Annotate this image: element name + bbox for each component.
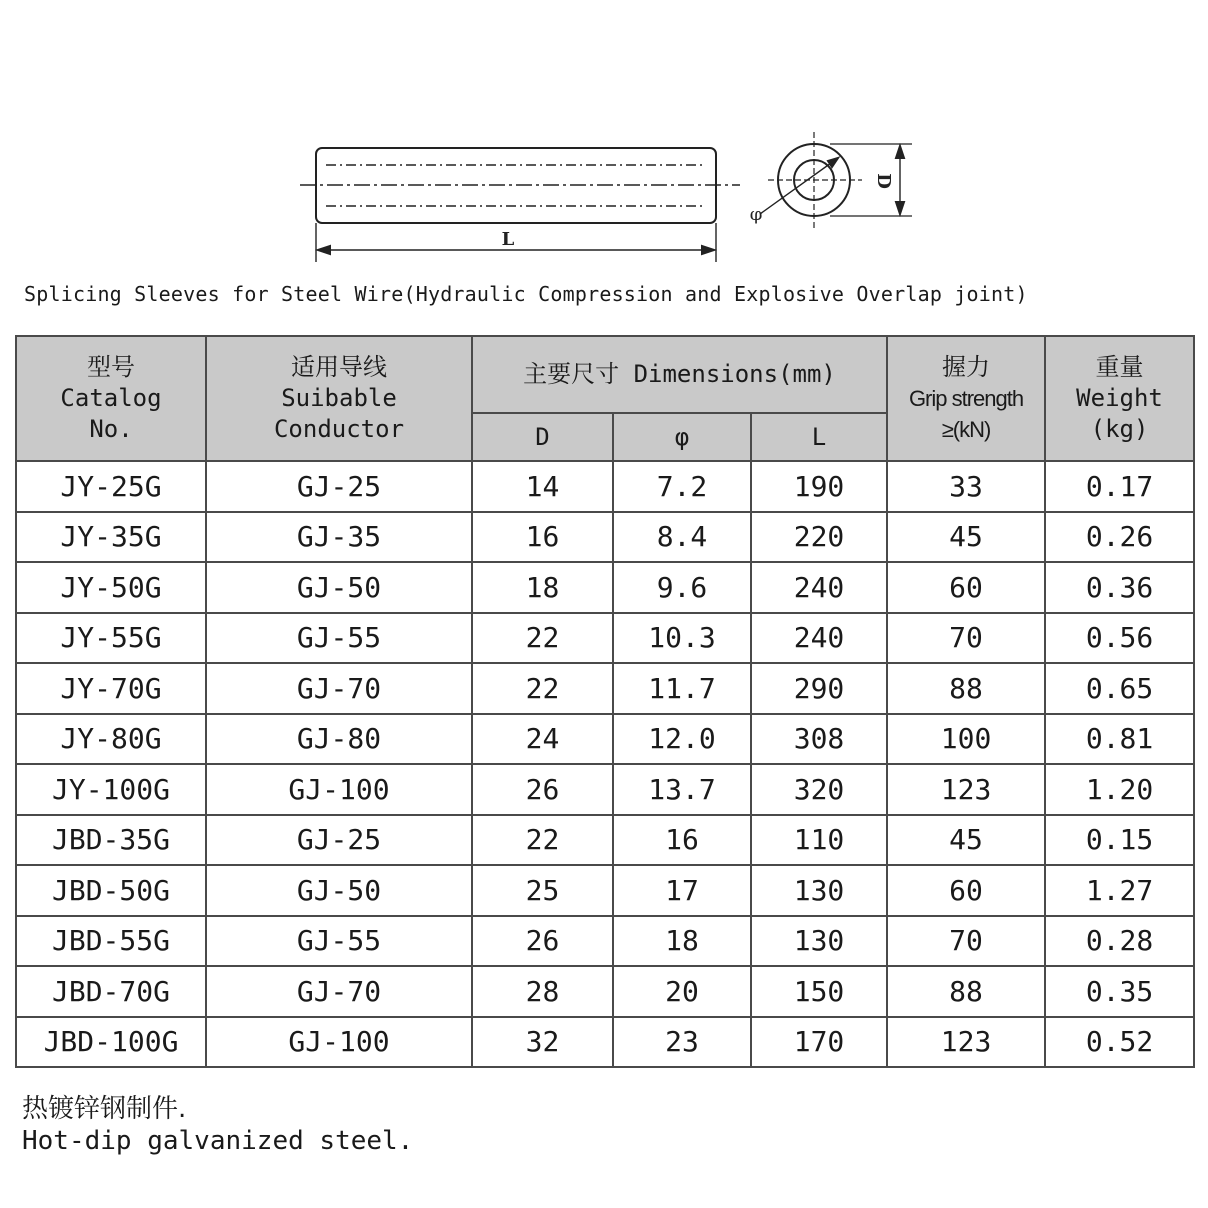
cell-weight: 0.15 [1045, 815, 1194, 866]
cell-d: 26 [472, 764, 613, 815]
cell-l: 320 [751, 764, 887, 815]
header-phi: φ [613, 413, 751, 461]
cell-phi: 9.6 [613, 562, 751, 613]
cell-weight: 0.26 [1045, 512, 1194, 563]
cell-l: 170 [751, 1017, 887, 1068]
note-cn: 热镀锌钢制件. [22, 1094, 187, 1124]
cell-grip: 45 [887, 512, 1045, 563]
cell-grip: 88 [887, 663, 1045, 714]
header-weight-cn: 重量 [1095, 353, 1144, 381]
cell-weight: 0.17 [1045, 461, 1194, 512]
cell-catalog: JBD-35G [16, 815, 206, 866]
cell-catalog: JY-80G [16, 714, 206, 765]
cell-d: 22 [472, 815, 613, 866]
table-row [16, 562, 1194, 613]
cell-d: 26 [472, 916, 613, 967]
cell-l: 110 [751, 815, 887, 866]
cell-grip: 70 [887, 916, 1045, 967]
cell-catalog: JY-25G [16, 461, 206, 512]
cell-grip: 70 [887, 613, 1045, 664]
table-row [16, 865, 1194, 916]
cell-catalog: JY-100G [16, 764, 206, 815]
cell-l: 240 [751, 613, 887, 664]
cell-catalog: JY-35G [16, 512, 206, 563]
header-catalog-en: Catalog [60, 384, 162, 412]
cell-phi: 12.0 [613, 714, 751, 765]
cell-phi: 11.7 [613, 663, 751, 714]
cell-phi: 20 [613, 966, 751, 1017]
table-row [16, 461, 1194, 512]
header-dimensions: 主要尺寸 Dimensions(mm) [472, 336, 887, 413]
inner-diameter-label: φ [749, 204, 763, 225]
cell-l: 308 [751, 714, 887, 765]
header-weight-unit: (kg) [1090, 415, 1149, 443]
table-row [16, 916, 1194, 967]
cell-l: 290 [751, 663, 887, 714]
cell-d: 24 [472, 714, 613, 765]
cell-d: 28 [472, 966, 613, 1017]
table-row [16, 1017, 1194, 1068]
header-grip-unit: ≥(kN) [941, 417, 991, 442]
table-row [16, 613, 1194, 664]
cell-catalog: JY-55G [16, 613, 206, 664]
cell-weight: 0.65 [1045, 663, 1194, 714]
cell-conductor: GJ-80 [206, 714, 472, 765]
cell-d: 22 [472, 663, 613, 714]
spec-table [15, 335, 1195, 1068]
cell-weight: 0.28 [1045, 916, 1194, 967]
diameter-label: D [873, 173, 894, 189]
cell-phi: 8.4 [613, 512, 751, 563]
cell-catalog: JBD-70G [16, 966, 206, 1017]
table-row [16, 512, 1194, 563]
cell-conductor: GJ-70 [206, 966, 472, 1017]
cell-phi: 13.7 [613, 764, 751, 815]
header-grip [887, 336, 1045, 461]
cell-l: 220 [751, 512, 887, 563]
header-conductor-en1: Suibable [281, 384, 397, 412]
cell-weight: 0.81 [1045, 714, 1194, 765]
cell-l: 130 [751, 865, 887, 916]
header-catalog [16, 336, 206, 461]
cell-d: 32 [472, 1017, 613, 1068]
cell-weight: 0.52 [1045, 1017, 1194, 1068]
cell-grip: 88 [887, 966, 1045, 1017]
cell-catalog: JY-70G [16, 663, 206, 714]
cell-weight: 0.56 [1045, 613, 1194, 664]
header-conductor [206, 336, 472, 461]
cell-phi: 7.2 [613, 461, 751, 512]
cell-grip: 45 [887, 815, 1045, 866]
cell-d: 14 [472, 461, 613, 512]
table-row [16, 815, 1194, 866]
cell-grip: 60 [887, 865, 1045, 916]
header-l: L [751, 413, 887, 461]
cell-phi: 23 [613, 1017, 751, 1068]
cell-phi: 10.3 [613, 613, 751, 664]
cell-d: 22 [472, 613, 613, 664]
header-catalog-no: No. [89, 415, 133, 443]
note-en: Hot-dip galvanized steel. [22, 1126, 414, 1156]
cell-catalog: JBD-50G [16, 865, 206, 916]
cell-weight: 1.20 [1045, 764, 1194, 815]
cell-conductor: GJ-35 [206, 512, 472, 563]
cell-grip: 123 [887, 764, 1045, 815]
cell-l: 130 [751, 916, 887, 967]
cell-catalog: JBD-100G [16, 1017, 206, 1068]
cell-d: 25 [472, 865, 613, 916]
cell-weight: 0.35 [1045, 966, 1194, 1017]
header-grip-en: Grip strength [908, 386, 1024, 411]
cell-catalog: JY-50G [16, 562, 206, 613]
cell-conductor: GJ-70 [206, 663, 472, 714]
cell-l: 150 [751, 966, 887, 1017]
cell-phi: 16 [613, 815, 751, 866]
cell-phi: 18 [613, 916, 751, 967]
cell-conductor: GJ-100 [206, 764, 472, 815]
header-catalog-cn: 型号 [87, 353, 135, 381]
header-d: D [472, 413, 613, 461]
cell-l: 240 [751, 562, 887, 613]
cell-d: 16 [472, 512, 613, 563]
cell-grip: 123 [887, 1017, 1045, 1068]
table-row [16, 714, 1194, 765]
header-grip-cn: 握力 [942, 353, 991, 381]
table-row [16, 764, 1194, 815]
cell-conductor: GJ-55 [206, 916, 472, 967]
table-row [16, 966, 1194, 1017]
table-row [16, 663, 1194, 714]
cell-conductor: GJ-100 [206, 1017, 472, 1068]
cell-conductor: GJ-25 [206, 815, 472, 866]
sleeve-drawing [0, 0, 1208, 270]
cell-conductor: GJ-50 [206, 865, 472, 916]
header-conductor-cn: 适用导线 [291, 353, 387, 381]
cell-l: 190 [751, 461, 887, 512]
cell-weight: 1.27 [1045, 865, 1194, 916]
cell-catalog: JBD-55G [16, 916, 206, 967]
table-caption: Splicing Sleeves for Steel Wire(Hydraulic Compression and Explosive Overlap joint) [24, 282, 1028, 306]
cell-conductor: GJ-25 [206, 461, 472, 512]
cell-weight: 0.36 [1045, 562, 1194, 613]
cell-grip: 60 [887, 562, 1045, 613]
header-weight [1045, 336, 1194, 461]
cell-conductor: GJ-55 [206, 613, 472, 664]
cell-phi: 17 [613, 865, 751, 916]
cell-conductor: GJ-50 [206, 562, 472, 613]
cell-d: 18 [472, 562, 613, 613]
cell-grip: 33 [887, 461, 1045, 512]
header-conductor-en2: Conductor [273, 415, 405, 443]
header-weight-en: Weight [1076, 384, 1163, 412]
length-label: L [501, 229, 515, 250]
cell-grip: 100 [887, 714, 1045, 765]
